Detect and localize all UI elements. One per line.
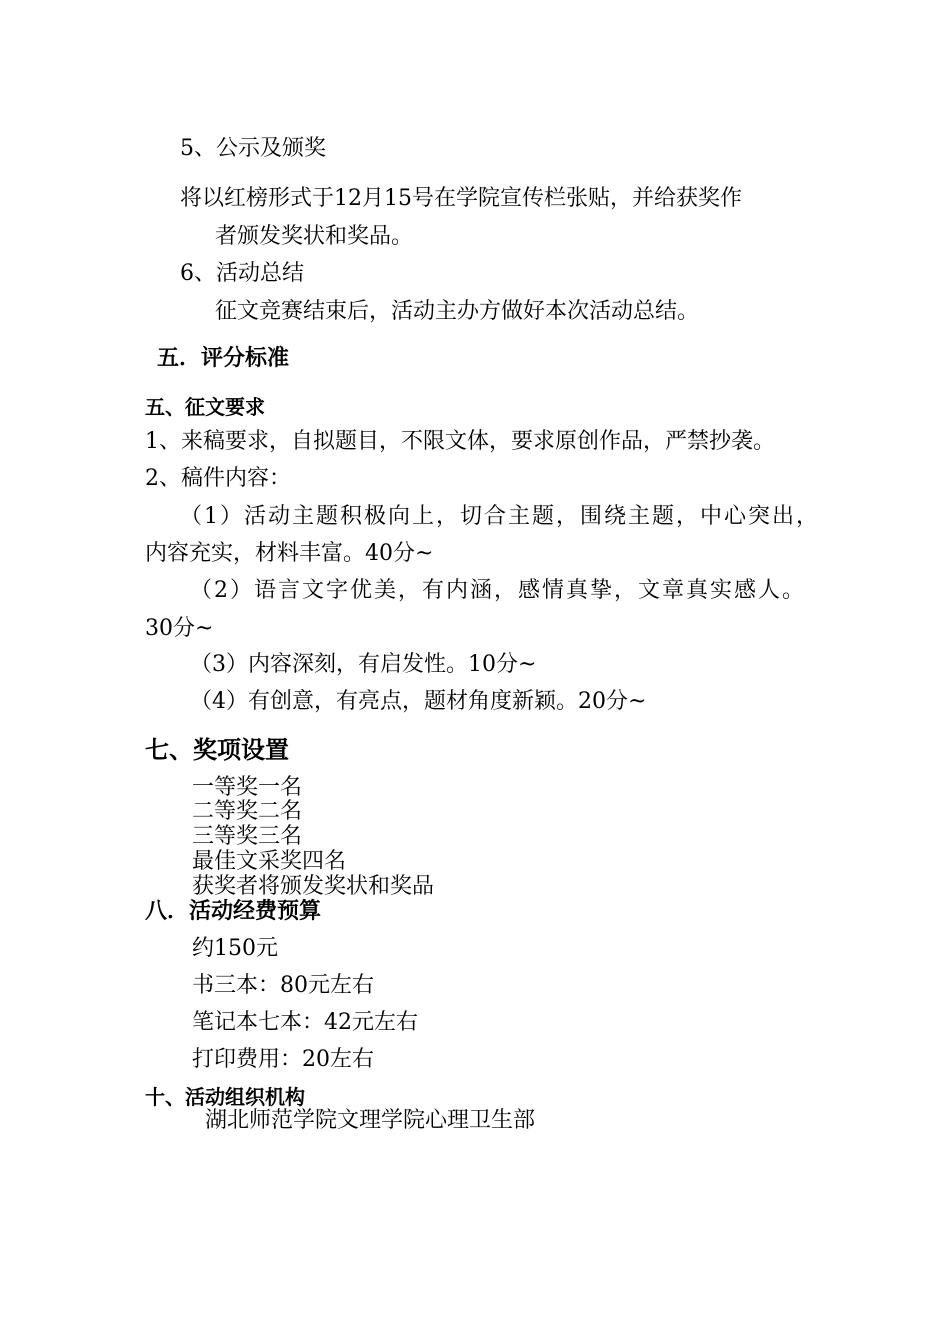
criterion-1-line2: 内容充实，材料丰富。40分~ xyxy=(145,541,434,566)
criterion-4: （4）有创意，有亮点，题材角度新颖。20分~ xyxy=(190,689,647,714)
requirement-2: 2、稿件内容： xyxy=(145,466,291,491)
item5-text-line2: 者颁发奖状和奖品。 xyxy=(215,224,414,249)
organization-heading: 十、活动组织机构 xyxy=(145,1085,305,1109)
budget-heading: 八．活动经费预算 xyxy=(145,899,322,924)
award-item: 获奖者将颁发奖状和奖品 xyxy=(192,874,435,899)
organization-name: 湖北师范学院文理学院心理卫生部 xyxy=(205,1108,536,1133)
award-item: 二等奖二名 xyxy=(192,799,303,824)
award-item: 三等奖三名 xyxy=(192,824,303,849)
awards-heading: 七、奖项设置 xyxy=(145,736,289,764)
criterion-1-line1: （1）活动主题积极向上，切合主题，围绕主题，中心突出， xyxy=(180,504,820,529)
item6-title: 6、活动总结 xyxy=(180,261,304,286)
budget-item: 笔记本七本：42元左右 xyxy=(192,1010,418,1035)
item6-text: 征文竞赛结束后，活动主办方做好本次活动总结。 xyxy=(215,299,700,324)
budget-item: 约150元 xyxy=(192,936,278,961)
budget-item: 打印费用：20左右 xyxy=(192,1047,374,1072)
scoring-standard-heading: 五．评分标准 xyxy=(157,346,290,371)
criterion-2-line2: 30分~ xyxy=(145,616,214,641)
award-item: 一等奖一名 xyxy=(192,775,303,800)
award-item: 最佳文采奖四名 xyxy=(192,849,347,874)
requirements-heading: 五、征文要求 xyxy=(145,395,265,419)
item5-title: 5、公示及颁奖 xyxy=(180,136,326,161)
item5-text-line1: 将以红榜形式于12月15号在学院宣传栏张贴，并给获奖作 xyxy=(180,186,742,211)
requirement-1: 1、来稿要求，自拟题目，不限文体，要求原创作品，严禁抄袭。 xyxy=(145,429,775,454)
criterion-2-line1: （2）语言文字优美，有内涵，感情真挚，文章真实感人。 xyxy=(190,578,806,603)
budget-item: 书三本：80元左右 xyxy=(192,973,374,998)
criterion-3: （3）内容深刻，有启发性。10分~ xyxy=(190,652,537,677)
